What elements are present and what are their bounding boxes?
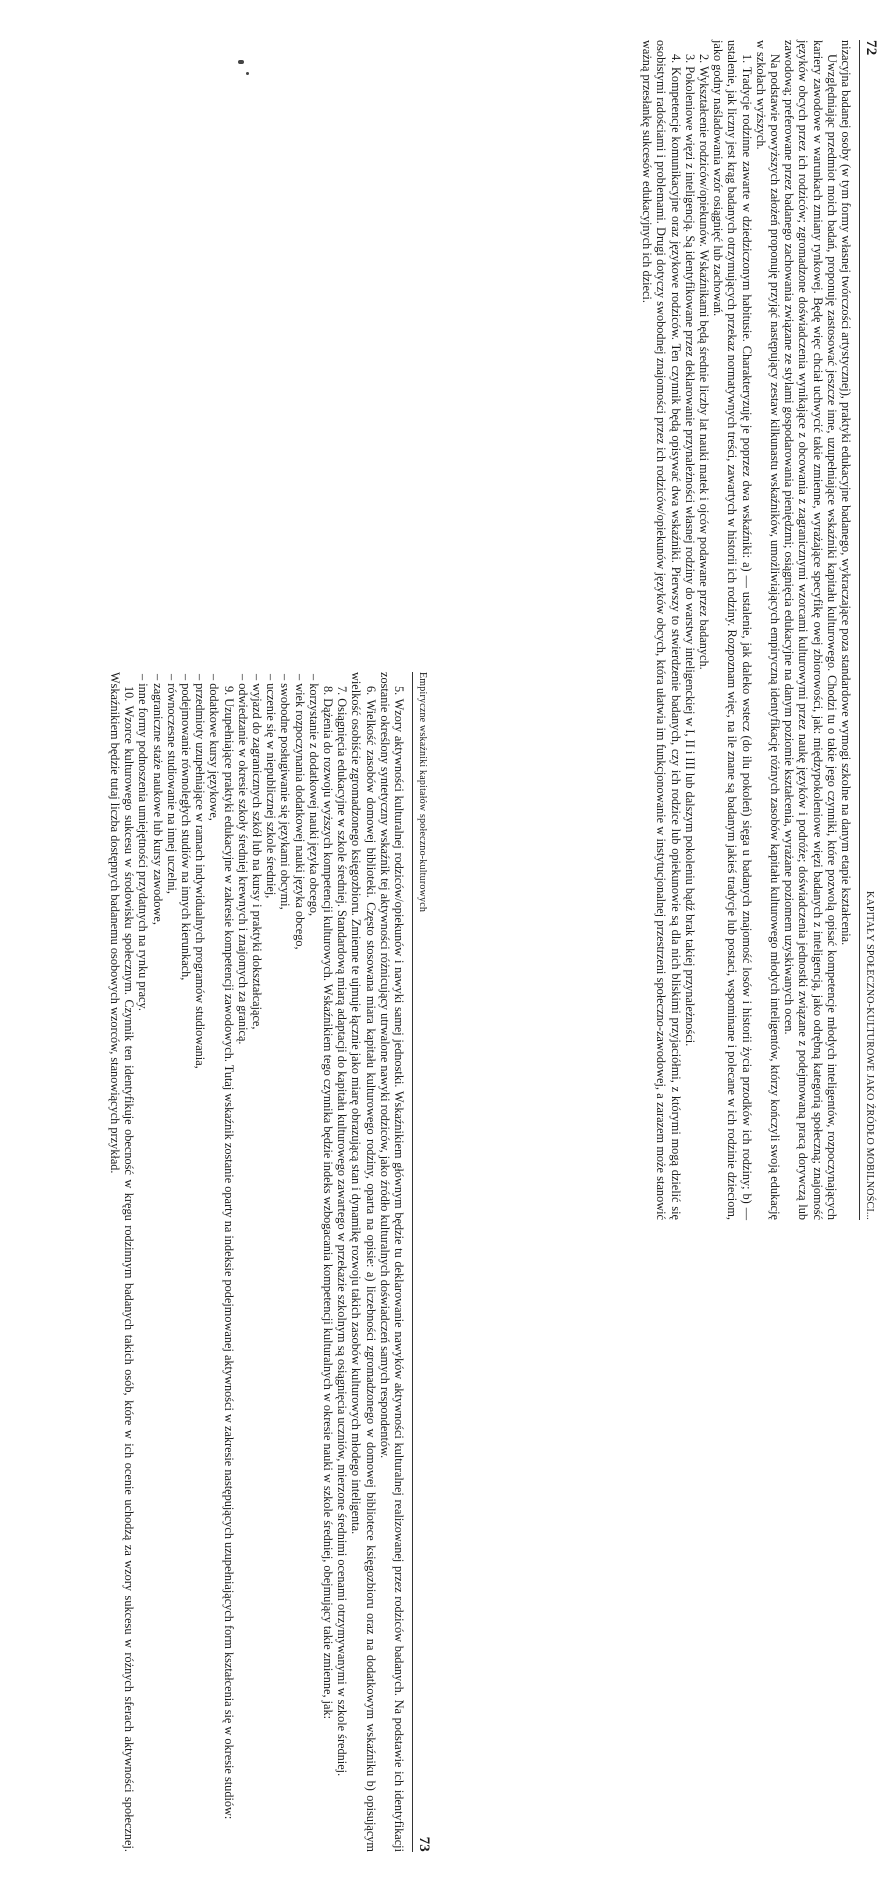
paragraph: 9. Uzupełniające praktyki edukacyjne w zakresie kompetencji zawodowych. Tutaj wskaźnik zostanie oparty na indeksie podejmowanej aktywności w zakresie następujących uzupełniających form kształcenia się w okresie studiów: bbox=[221, 686, 236, 1820]
paragraph: Na podstawie powyższych założeń proponuję przyjąć następujący zestaw kilkunastu wskaźników, umożliwiających empiryczną identyfikację różnych zasobów kapitału kulturowego młodych inteligentów, którzy kończyli swoją edukację w szkołach wyższych. bbox=[753, 40, 782, 1220]
right-page bbox=[0, 632, 446, 1895]
list-item: – dodatkowe kursy językowe, bbox=[207, 672, 221, 1852]
paragraph: 7. Osiągnięcia edukacyjne w szkole średniej. Standardową miarą adaptacji do kapitału kulturowego zawartego w przekazie szkolnym są osiągnięcia uczniów, mierzone średnimi ocenami otrzymywanymi w szkole średniej. bbox=[335, 686, 350, 1777]
paragraph: 4. Kompetencje komunikacyjne oraz językowe rodziców. Ten czynnik będą opisywać dwa wskaźniki. Pierwszy to stwierdzenie badanych, czy ich rodzice lub opiekunowie są dla nich bliskimi przyjaciółmi, z którymi mogą dzielić się osobistymi radościami i problemami. Drugi dotyczy swobodnej znajomości przez ich rodziców/opiekunów języków obcych, która ułatwia im funkcjonowanie w instytucjonalnej przestrzeni społeczno-zawodowej, a zarazem może stanowić ważną przesłankę sukcesów edukacyjnych ich dzieci. bbox=[640, 40, 683, 1220]
running-head-left bbox=[859, 40, 879, 1220]
page-number-right: 73 bbox=[416, 1836, 432, 1852]
page-number-left: 72 bbox=[863, 40, 879, 56]
paragraph: 5. Wzory aktywności kulturalnej rodziców/opiekunów i nawyki samej jednostki. Wskaźnikiem głównym będzie tu deklarowanie nawyków aktywności kulturalnej realizowanej przez rodziców badanych. Na podstawie ich identyfikacji zostanie określony syntetyczny wskaźnik tej aktywności różnicujący utrwalone nawyki rodziców, jako źródło kulturalnych doświadczeń samych respondentów. bbox=[377, 672, 406, 1852]
paragraph: 8. Dążenia do rozwoju wyższych kompetencji kulturowych. Wskaźnikiem tego czynnika będzie indeks wzbogacania kompetencji kulturalnych w okresie nauki w szkole średniej, obejmujący takie zmienne, jak: bbox=[320, 686, 335, 1720]
paragraph: 6. Wielkość zasobów domowej biblioteki. Często stosowana miara kapitału kulturowego rodziny, oparta na opisie: a) liczebności zgromadzonego w domowej bibliotece księgozbioru oraz na dodatkowym wskaźniku b) opisującym wielkość osobiście zgromadzonego księgozbioru. Zmienne te ujmuje łącznie jako miarę obrazującą stan i dynamikę rozwoju takich zasobów kulturowych młodego inteligenta. bbox=[349, 672, 378, 1852]
list-item: – korzystanie z dodatkowej nauki języka obcego, bbox=[307, 672, 321, 1852]
list-item: – uczenie się w niepublicznej szkole średniej, bbox=[264, 672, 278, 1852]
paragraph: 1. Tradycje rodzinne zawarte w dziedziczonym habitusie. Charakteryzuję je poprzez dwa wskaźniki: a) — ustalenie, jak daleko wstecz (do ilu pokoleń) sięga u badanych znajomość losów i historii życia przodków ich rodziny; b) — ustalenie, jak liczny jest krąg badanych otrzymujących przekaz normatywnych treści, zawartych w historii ich rodziny. Rozpoznam więc, na ile znane są badanym jakieś tradycje lub postaci, wspominane i polecane w ich rodzinie dzieciom, jako godny naśladowania wzór osiągnięć lub zachowań. bbox=[711, 40, 754, 1220]
list-item: – równoczesne studiowanie na innej uczelni, bbox=[165, 672, 179, 1852]
list-item: – wyjazd do zagranicznych szkół lub na kursy i praktyki dokształcające, bbox=[250, 672, 264, 1852]
list-competence-indicators bbox=[236, 672, 321, 1852]
left-page bbox=[447, 0, 893, 1263]
list-item: – wiek rozpoczynania dodatkowej nauki języka obcego, bbox=[292, 672, 306, 1852]
running-head-title-right: Empiryczne wskaźniki kapitałów społeczno-kulturowych bbox=[417, 672, 428, 913]
running-head-right bbox=[412, 672, 432, 1852]
list-supplementary-forms bbox=[136, 672, 221, 1852]
paragraph: nizacyjna badanej osoby (w tym formy własnej twórczości artystycznej), praktyki edukacyjne badanego, wykraczające poza standardowe wymogi szkolne na danym etapie kształcenia. bbox=[839, 40, 853, 946]
list-item: – podejmowanie równoległych studiów na innych kierunkach, bbox=[179, 672, 193, 1852]
paragraph: 10. Wzorce kulturowego sukcesu w środowisku społecznym. Czynnik ten identyfikuje obecność w kręgu rodzinnym badanych takich osób, które w ich ocenie uchodzą za wzory sukcesu w różnych sferach aktywności społecznej. Wskaźnikiem będzie tutaj liczba dostępnych badanemu osobowych wzorców, stanowiących przykład. bbox=[107, 672, 137, 1852]
list-item: – przedmioty uzupełniające w ramach indywidualnych programów studiowania, bbox=[193, 672, 207, 1852]
list-item: – odwiedzanie w okresie szkoły średniej krewnych i znajomych za granicą. bbox=[236, 672, 250, 1852]
scan-speck bbox=[238, 60, 244, 64]
list-item: – swobodne posługiwanie się językami obcymi, bbox=[278, 672, 292, 1852]
scan-speck bbox=[246, 72, 249, 75]
running-head-title-left: KAPITAŁY SPOŁECZNO-KULTUROWE JAKO ŹRÓDŁO MOBILNOŚCI... bbox=[864, 891, 875, 1220]
list-item: – zagraniczne staże naukowe lub kursy zawodowe, bbox=[150, 672, 164, 1852]
left-page-body bbox=[640, 40, 853, 1220]
paragraph: 2. Wykształcenie rodziców/opiekunów. Wskaźnikami będą średnie liczby lat nauki matek i ojców podawane przez badanych. bbox=[696, 54, 711, 670]
paragraph: Uwzględniając przedmiot moich badań, proponuję zastosować jeszcze inne, uzupełniające wskaźniki kapitału kulturowego. Chodzi tu o takie jego czynniki, które pozwolą opisać kompetencje młodych inteligentów, rozpoczynających kariery zawodowe w warunkach zmiany rynkowej. Będę więc chciał uchwycić takie zmienne, wyrażające specyfikę owej zbiorowości, jak: międzypokoleniowe więzi badanych z inteligencją, jako odrębną kategorią społeczną; znajomość języków obcych przez ich rodziców; zgromadzone doświadczenia wynikające z obcowania z zagranicznymi wzorcami kulturowymi przez naukę języków i podróże; doświadczenia jednostki związane z podejmowaną pracą dorywczą lub zawodową; preferowane przez badanego zachowania związane ze stylami gospodarowania pieniędzmi; osiągnięcia edukacyjne na danym poziomie kształcenia, wyrażane poziomem uzyskiwanych ocen. bbox=[782, 40, 839, 1220]
paragraph: 3. Pokoleniowe więzi z inteligencją. Są identyfikowane przez deklarowanie przynależności własnej rodziny do warstwy inteligenckiej w I, II i III lub dalszym pokoleniu bądź brak takiej przynależności. bbox=[682, 54, 697, 1047]
list-item: – inne formy podnoszenia umiejętności przydatnych na rynku pracy. bbox=[136, 672, 150, 1852]
right-page-body bbox=[108, 672, 406, 1852]
